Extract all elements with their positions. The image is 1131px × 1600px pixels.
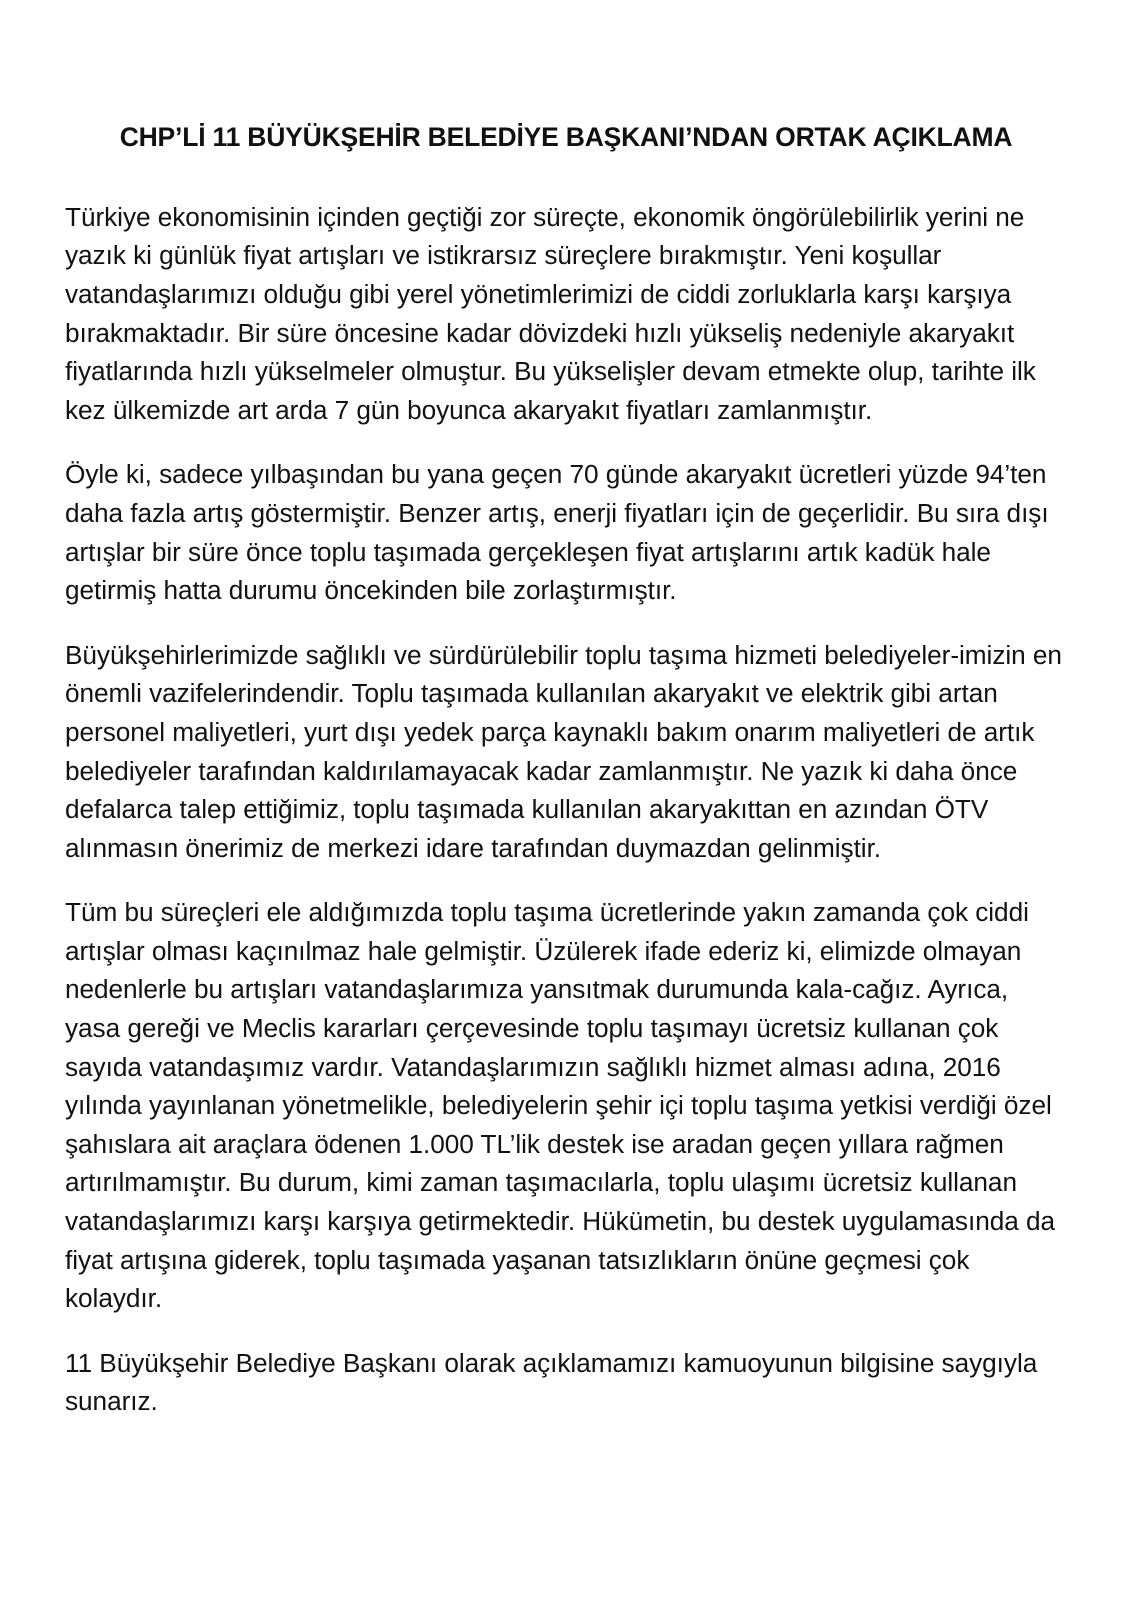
paragraph-4: Tüm bu süreçleri ele aldığımızda toplu taşıma ücretlerinde yakın zamanda çok ciddi artışlar olması kaçınılmaz hale gelmiştir. Üzülerek ifade ederiz ki, elimizde olmayan nedenlerle bu artışları vatandaşlarımıza yansıtmak durumunda kala-cağız. Ayrıca, yasa gereği ve Meclis kararları çerçevesinde toplu taşımayı ücretsiz kullanan çok sayıda vatandaşımız vardır. Vatandaşlarımızın sağlıklı hizmet alması adına, 2016 yılında yayınlanan yönetmelikle, belediyelerin şehir içi toplu taşıma yetkisi verdiği özel şahıslara ait araçlara ödenen 1.000 TL’lik destek ise aradan geçen yıllara rağmen artırılmamıştır. Bu durum, kimi zaman taşımacılarla, toplu ulaşımı ücretsiz kullanan vatandaşlarımızı karşı karşıya getirmektedir. Hükümetin, bu destek uygulamasında da fiyat artışına giderek, toplu taşımada yaşanan tatsızlıkların önüne geçmesi çok kolaydır. [65, 897, 1055, 1314]
document-body [65, 0, 1067, 1421]
paragraph-3: Büyükşehirlerimizde sağlıklı ve sürdürülebilir toplu taşıma hizmeti belediyeler-imizin en önemli vazifelerindendir. Toplu taşımada kullanılan akaryakıt ve elektrik gibi artan personel maliyetleri, yurt dışı yedek parça kaynaklı bakım onarım maliyetleri de artık belediyeler tarafından kaldırılamayacak kadar zamlanmıştır. Ne yazık ki daha önce defalarca talep ettiğimiz, toplu taşımada kullanılan akaryakıttan en azından ÖTV alınmasın önerimiz de merkezi idare tarafından duymazdan gelinmiştir. [65, 639, 1062, 863]
paragraph-list [65, 198, 1067, 1421]
paragraph-1: Türkiye ekonomisinin içinden geçtiği zor süreçte, ekonomik öngörülebilirlik yerini ne yazık ki günlük fiyat artışları ve istikrarsız süreçlere bırakmıştır. Yeni koşullar vatandaşlarımızı olduğu gibi yerel yönetimlerimizi de ciddi zorluklarla karşı karşıya bırakmaktadır. Bir süre öncesine kadar dövizdeki hızlı yükseliş nedeniyle akaryakıt fiyatlarında hızlı yükselmeler olmuştur. Bu yükselişler devam etmekte olup, tarihte ilk kez ülkemizde art arda 7 gün boyunca akaryakıt fiyatları zamlanmıştır. [65, 201, 1036, 425]
paragraph-2: Öyle ki, sadece yılbaşından bu yana geçen 70 günde akaryakıt ücretleri yüzde 94’ten daha fazla artış göstermiştir. Benzer artış, enerji fiyatları için de geçerlidir. Bu sıra dışı artışlar bir süre önce toplu taşımada gerçekleşen fiyat artışlarını artık kadük hale getirmiş hatta durumu öncekinden bile zorlaştırmıştır. [65, 459, 1049, 606]
paragraph-5-closing: 11 Büyükşehir Belediye Başkanı olarak açıklamamızı kamuoyunun bilgisine saygıyla sunarız. [65, 1347, 1038, 1417]
page-title: CHP’Lİ 11 BÜYÜKŞEHİR BELEDİYE BAŞKANI’NDAN ORTAK AÇIKLAMA [119, 122, 1013, 152]
